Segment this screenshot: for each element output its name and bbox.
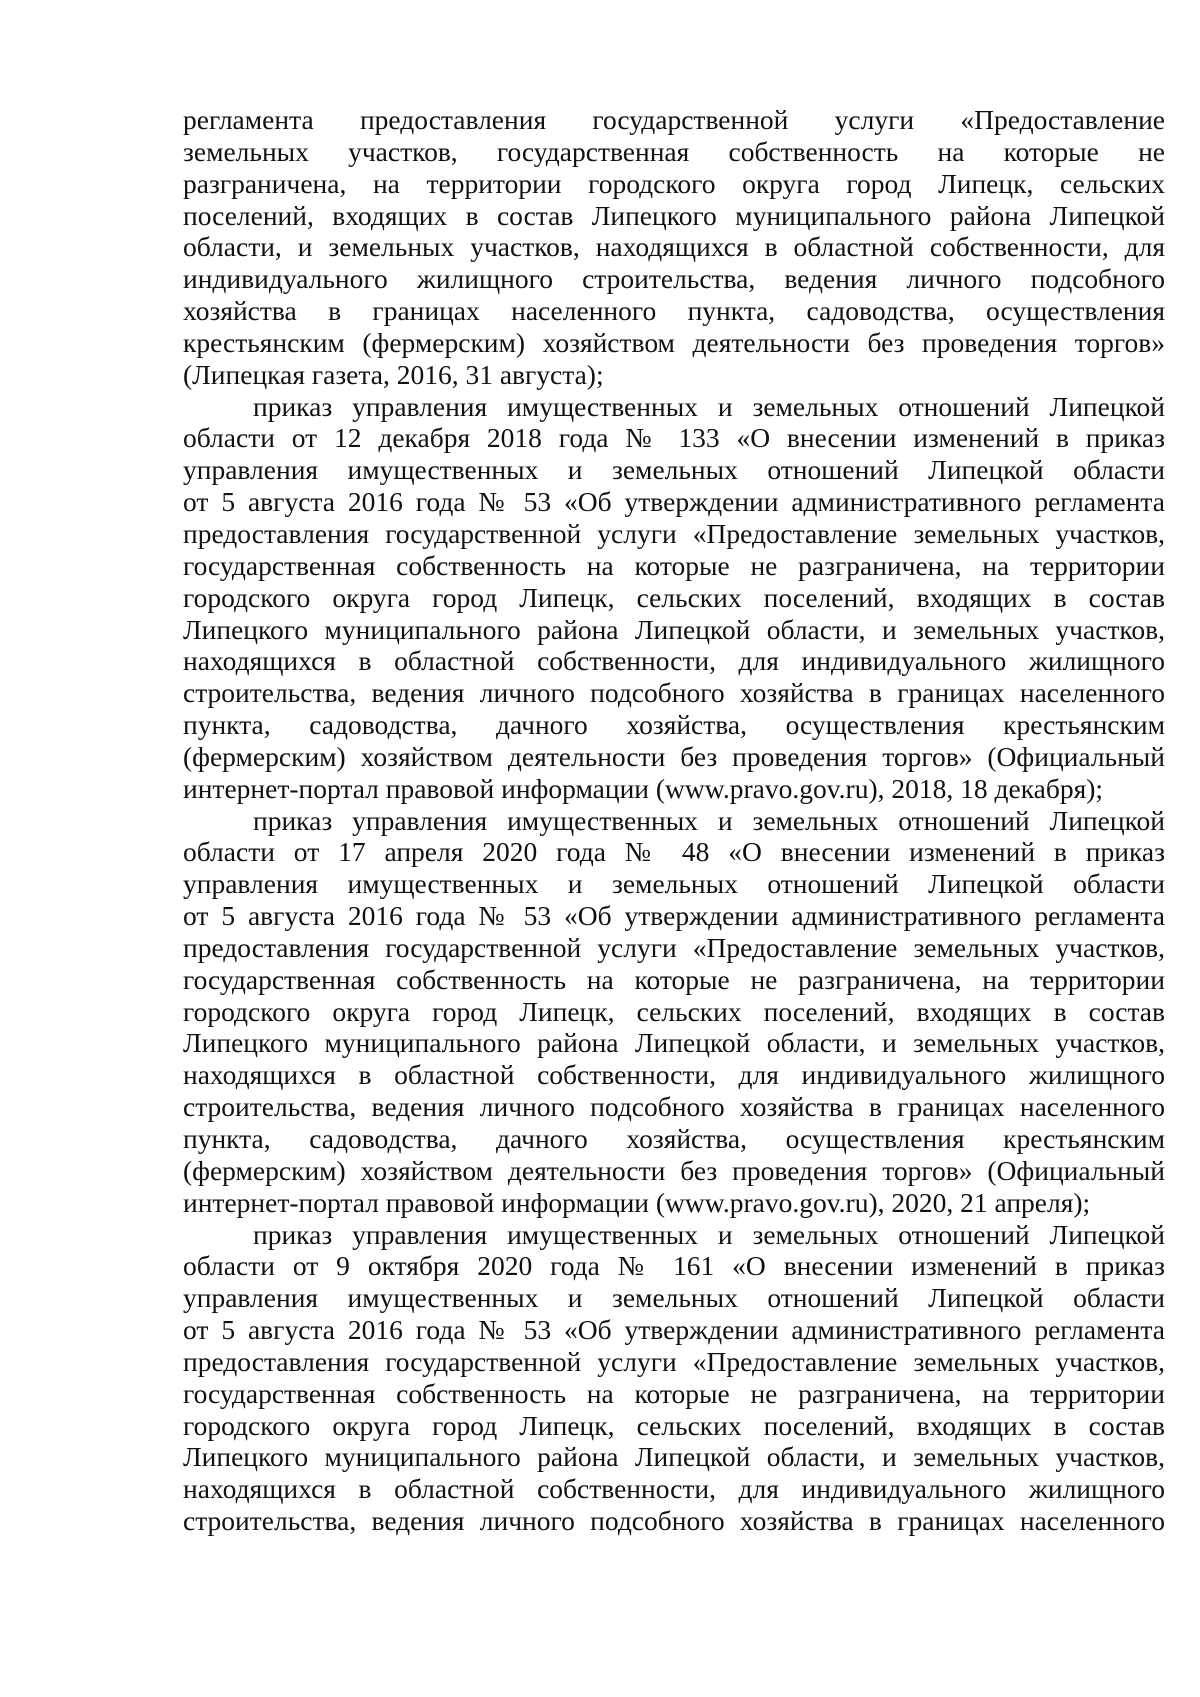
text-line: находящихся в областной собственности, для индивидуального жилищного bbox=[183, 1473, 1165, 1505]
paragraph-p4 bbox=[183, 1219, 1165, 1537]
text-line: пункта, садоводства, дачного хозяйства, осуществления крестьянским bbox=[183, 1123, 1165, 1154]
text-line: городского округа город Липецк, сельских поселений, входящих в состав bbox=[183, 581, 1165, 613]
text-line: Липецкого муниципального района Липецкой области, и земельных участков, bbox=[183, 1441, 1165, 1473]
text-line: находящихся в областной собственности, для индивидуального жилищного bbox=[183, 1059, 1165, 1091]
text-line: строительства, ведения личного подсобного хозяйства в границах населенного bbox=[183, 677, 1165, 709]
text-line: области от 17 апреля 2020 года № 48 «О внесении изменений в приказ bbox=[183, 836, 1165, 868]
text-line: Липецкого муниципального района Липецкой области, и земельных участков, bbox=[183, 613, 1165, 645]
text-line: разграничена, на территории городского округа город Липецк, сельских bbox=[183, 167, 1165, 199]
text-line: поселений, входящих в состав Липецкого муниципального района Липецкой bbox=[183, 199, 1165, 231]
text-line: (фермерским) хозяйством деятельности без проведения торгов» (Официальный bbox=[183, 1154, 1165, 1186]
text-line: интернет-портал правовой информации (www.pravo.gov.ru), 2018, 18 декабря); bbox=[183, 772, 1104, 804]
text-line: государственная собственность на которые не разграничена, на территории bbox=[183, 963, 1165, 995]
text-line: предоставления государственной услуги «Предоставление земельных участков, bbox=[183, 1345, 1165, 1377]
text-line: приказ управления имущественных и земельных отношений Липецкой bbox=[253, 1218, 1165, 1250]
text-line: (Липецкая газета, 2016, 31 августа); bbox=[183, 358, 604, 390]
text-line: интернет-портал правовой информации (www.pravo.gov.ru), 2020, 21 апреля); bbox=[183, 1186, 1091, 1218]
text-line: области от 9 октября 2020 года № 161 «О внесении изменений в приказ bbox=[183, 1250, 1165, 1282]
text-line: Липецкого муниципального района Липецкой области, и земельных участков, bbox=[183, 1027, 1165, 1059]
text-line: предоставления государственной услуги «Предоставление земельных участков, bbox=[183, 517, 1165, 549]
text-line: строительства, ведения личного подсобного хозяйства в границах населенного bbox=[183, 1505, 1165, 1537]
text-line: городского округа город Липецк, сельских поселений, входящих в состав bbox=[183, 1409, 1165, 1441]
text-line: находящихся в областной собственности, для индивидуального жилищного bbox=[183, 645, 1165, 677]
text-line: области от 12 декабря 2018 года № 133 «О внесении изменений в приказ bbox=[183, 422, 1165, 454]
paragraph-p2 bbox=[183, 391, 1165, 805]
document-body bbox=[183, 104, 1165, 1537]
text-line: от 5 августа 2016 года № 53 «Об утверждении административного регламента bbox=[183, 1314, 1165, 1346]
text-line: строительства, ведения личного подсобного хозяйства в границах населенного bbox=[183, 1091, 1165, 1123]
text-line: предоставления государственной услуги «Предоставление земельных участков, bbox=[183, 931, 1165, 963]
text-line: хозяйства в границах населенного пункта, садоводства, осуществления bbox=[183, 295, 1165, 327]
text-line: регламента предоставления государственной услуги «Предоставление bbox=[183, 104, 1165, 135]
text-line: государственная собственность на которые не разграничена, на территории bbox=[183, 1377, 1165, 1409]
paragraph-p3 bbox=[183, 805, 1165, 1219]
text-line: крестьянским (фермерским) хозяйством деятельности без проведения торгов» bbox=[183, 326, 1165, 358]
text-line: (фермерским) хозяйством деятельности без проведения торгов» (Официальный bbox=[183, 740, 1165, 772]
text-line: области, и земельных участков, находящихся в областной собственности, для bbox=[183, 231, 1165, 263]
paragraph-p1 bbox=[183, 104, 1165, 391]
text-line: управления имущественных и земельных отношений Липецкой области bbox=[183, 454, 1165, 486]
text-line: государственная собственность на которые не разграничена, на территории bbox=[183, 549, 1165, 581]
text-line: пункта, садоводства, дачного хозяйства, осуществления крестьянским bbox=[183, 709, 1165, 741]
text-line: индивидуального жилищного строительства, ведения личного подсобного bbox=[183, 263, 1165, 295]
text-line: управления имущественных и земельных отношений Липецкой области bbox=[183, 1282, 1165, 1314]
text-line: городского округа город Липецк, сельских поселений, входящих в состав bbox=[183, 995, 1165, 1027]
text-line: от 5 августа 2016 года № 53 «Об утверждении административного регламента bbox=[183, 900, 1165, 932]
text-line: земельных участков, государственная собственность на которые не bbox=[183, 135, 1165, 167]
text-line: управления имущественных и земельных отношений Липецкой области bbox=[183, 868, 1165, 900]
text-line: от 5 августа 2016 года № 53 «Об утверждении административного регламента bbox=[183, 486, 1165, 518]
text-line: приказ управления имущественных и земельных отношений Липецкой bbox=[253, 804, 1165, 836]
text-line: приказ управления имущественных и земельных отношений Липецкой bbox=[253, 390, 1165, 422]
